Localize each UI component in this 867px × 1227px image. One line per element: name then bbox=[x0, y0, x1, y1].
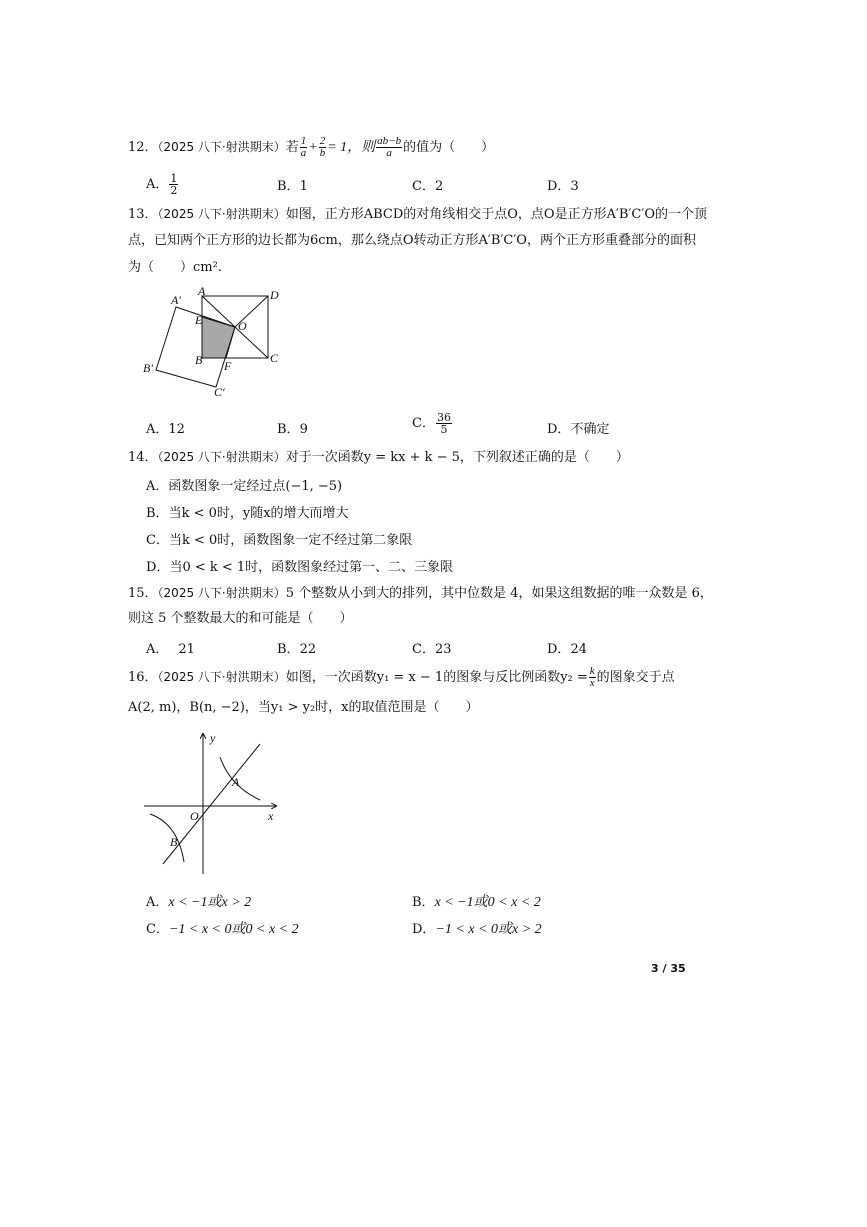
q14-option-b-text: 当k < 0时，y随x的增大而增大 bbox=[168, 506, 349, 521]
q16-option-a-letter: A． bbox=[146, 895, 169, 910]
q12-option-c[interactable] bbox=[412, 175, 443, 194]
q16-option-d[interactable] bbox=[412, 918, 542, 938]
q14-option-c-letter: C． bbox=[146, 533, 169, 548]
q13-line-2: 点，已知两个正方形的边长都为6cm，那么绕点O转动正方形A′B′C′O，两个正方形重叠部分的面积 bbox=[128, 233, 696, 248]
label-o: O bbox=[238, 319, 247, 333]
q12-text-pre: 若 bbox=[285, 140, 299, 155]
q16-option-d-text: −1 < x < 0或x > 2 bbox=[435, 922, 542, 937]
q14-source: （2025 八下·射洪期末） bbox=[157, 450, 286, 464]
q13-line-3: 为（ ）cm². bbox=[128, 260, 222, 275]
q14-option-a-text: 函数图象一定经过点(−1, −5) bbox=[168, 479, 343, 494]
q12-frac2-num: 2 bbox=[319, 135, 326, 147]
q15-option-b-text: 22 bbox=[299, 642, 317, 657]
q14-option-a-letter: A． bbox=[146, 479, 169, 494]
label-e: E bbox=[195, 313, 203, 327]
line-y1 bbox=[163, 744, 260, 864]
q12-option-c-letter: C． bbox=[412, 179, 435, 194]
q12-option-b-text: 1 bbox=[299, 179, 308, 194]
q16-text-pre: 如图，一次函数y₁ = x − 1的图象与反比例函数y₂ = bbox=[285, 670, 588, 685]
q12-frac3-num: ab−b bbox=[377, 135, 402, 147]
q16-frac-num: k bbox=[589, 665, 595, 677]
q12-option-d-letter: D． bbox=[547, 179, 571, 194]
q13-option-b-text: 9 bbox=[299, 422, 308, 437]
q15-option-d-letter: D． bbox=[547, 642, 571, 657]
q12-option-a-den: 2 bbox=[170, 184, 178, 197]
q12-option-a-letter: A． bbox=[146, 177, 169, 192]
q14-option-c[interactable] bbox=[146, 529, 412, 548]
q13-option-b[interactable] bbox=[277, 418, 308, 437]
label-c: C bbox=[270, 351, 279, 365]
label-b: B bbox=[195, 353, 203, 367]
label-d: D bbox=[270, 288, 279, 302]
q13-option-c-den: 5 bbox=[440, 423, 448, 436]
q12-stem bbox=[128, 136, 494, 159]
q14-option-d-text: 当0 < k < 1时，函数图象经过第一、二、三象限 bbox=[169, 560, 454, 575]
q13-square-figure bbox=[140, 286, 300, 398]
q12-fraction-1 bbox=[300, 136, 308, 159]
hyperbola-branch-2 bbox=[150, 814, 184, 862]
q15-source: （2025 八下·射洪期末） bbox=[157, 586, 286, 600]
q15-option-a-text: 21 bbox=[178, 642, 195, 657]
q13-option-c-letter: C． bbox=[412, 416, 435, 431]
q13-option-c-fraction bbox=[436, 412, 452, 435]
q15-line-1 bbox=[128, 583, 713, 604]
q12-fraction-3 bbox=[376, 136, 402, 159]
q13-option-c[interactable] bbox=[412, 412, 453, 435]
q15-option-b[interactable] bbox=[277, 638, 316, 657]
q15-option-c-text: 23 bbox=[434, 642, 452, 657]
q14-option-b[interactable] bbox=[146, 502, 349, 521]
q15-option-c[interactable] bbox=[412, 638, 452, 657]
q16-option-c-letter: C． bbox=[146, 922, 169, 937]
q13-option-a-text: 12 bbox=[168, 422, 185, 437]
q16-option-c-text: −1 < x < 0或0 < x < 2 bbox=[168, 922, 299, 937]
q15-option-a[interactable] bbox=[146, 638, 195, 657]
q12-option-d-text: 3 bbox=[570, 179, 579, 194]
q13-option-c-num: 36 bbox=[436, 411, 451, 424]
q13-option-a-letter: A． bbox=[146, 422, 169, 437]
q15-text-1: 5 个整数从小到大的排列，其中位数是 4，如果这组数据的唯一众数是 6， bbox=[285, 586, 713, 601]
label-x: x bbox=[268, 809, 274, 823]
label-a: A bbox=[198, 286, 206, 298]
label-b-prime: B′ bbox=[143, 361, 153, 375]
q14-text: 对于一次函数y = kx + k − 5，下列叙述正确的是（ ） bbox=[285, 450, 629, 465]
q13-option-b-letter: B． bbox=[277, 422, 300, 437]
q12-fraction-2 bbox=[319, 136, 327, 159]
q13-line-1 bbox=[128, 204, 707, 225]
q15-option-b-letter: B． bbox=[277, 642, 300, 657]
q16-number: 16． bbox=[128, 670, 158, 685]
q14-option-d-letter: D． bbox=[146, 560, 170, 575]
q12-option-b[interactable] bbox=[277, 175, 308, 194]
q16-option-c[interactable] bbox=[146, 918, 299, 938]
label-f: F bbox=[224, 359, 232, 373]
q12-option-c-text: 2 bbox=[434, 179, 444, 194]
q13-option-d-text: 不确定 bbox=[570, 422, 610, 437]
q16-option-d-letter: D． bbox=[412, 922, 436, 937]
q16-option-b-letter: B． bbox=[412, 895, 435, 910]
q14-option-b-letter: B． bbox=[146, 506, 169, 521]
q16-line-2: A(2, m)，B(n, −2)，当y₁ > y₂时，x的取值范围是（ ） bbox=[128, 700, 479, 715]
q12-plus: + bbox=[308, 140, 318, 155]
q14-option-c-text: 当k < 0时，函数图象一定不经过第二象限 bbox=[168, 533, 413, 548]
q12-frac2-den: b bbox=[319, 147, 326, 159]
q12-number: 12． bbox=[128, 140, 158, 155]
q16-option-a-text: x < −1或x > 2 bbox=[168, 895, 252, 910]
q13-text-1: 如图，正方形ABCD的对角线相交于点O，点O是正方形A′B′C′O的一个顶 bbox=[285, 207, 707, 222]
q16-option-b-text: x < −1或0 < x < 2 bbox=[434, 895, 541, 910]
q14-number: 14． bbox=[128, 450, 158, 465]
q16-fraction-kx bbox=[589, 666, 596, 689]
q16-line-1 bbox=[128, 666, 675, 689]
label-y: y bbox=[210, 731, 216, 745]
q16-option-b[interactable] bbox=[412, 891, 541, 911]
q16-text-post: 的图象交于点 bbox=[596, 670, 675, 685]
q12-equals: = 1，则 bbox=[327, 140, 376, 155]
q15-line-2: 则这 5 个整数最大的和可能是（ ） bbox=[128, 611, 353, 626]
q14-option-a[interactable] bbox=[146, 475, 342, 494]
q13-number: 13． bbox=[128, 207, 158, 222]
q15-option-d-text: 24 bbox=[570, 642, 587, 657]
q15-option-d[interactable] bbox=[547, 638, 587, 657]
q12-frac1-den: a bbox=[300, 147, 307, 159]
label-a-prime: A′ bbox=[171, 293, 181, 307]
q15-option-c-letter: C． bbox=[412, 642, 435, 657]
q16-source: （2025 八下·射洪期末） bbox=[157, 670, 286, 684]
q12-option-b-letter: B． bbox=[277, 179, 300, 194]
q12-option-a-num: 1 bbox=[170, 172, 178, 185]
label-c-prime: C′ bbox=[214, 385, 225, 398]
hyperbola-branch-1 bbox=[220, 757, 260, 800]
q13-option-d-letter: D． bbox=[547, 422, 571, 437]
q13-option-a[interactable] bbox=[146, 418, 185, 437]
q12-option-a[interactable] bbox=[146, 173, 179, 196]
q12-source: （2025 八下·射洪期末） bbox=[157, 140, 286, 154]
q16-frac-den: x bbox=[589, 677, 595, 689]
q12-text-post: 的值为（ ） bbox=[403, 140, 495, 155]
q12-option-a-fraction bbox=[169, 173, 178, 196]
q14-option-d[interactable] bbox=[146, 556, 453, 575]
q13-option-d[interactable] bbox=[547, 418, 609, 437]
q12-option-d[interactable] bbox=[547, 175, 579, 194]
label-origin: O bbox=[190, 809, 199, 823]
q12-frac1-num: 1 bbox=[300, 135, 307, 147]
label-point-a: A bbox=[232, 775, 240, 789]
q14-stem bbox=[128, 447, 629, 468]
q16-option-a[interactable] bbox=[146, 891, 251, 911]
q12-frac3-den: a bbox=[386, 147, 392, 159]
q13-source: （2025 八下·射洪期末） bbox=[157, 207, 286, 221]
q16-function-graph bbox=[138, 728, 288, 878]
overlap-region bbox=[202, 317, 235, 358]
q15-option-a-letter: A． bbox=[146, 642, 169, 657]
label-point-b: B bbox=[170, 835, 178, 849]
q15-number: 15． bbox=[128, 586, 158, 601]
page-number: 3 / 35 bbox=[651, 962, 686, 975]
